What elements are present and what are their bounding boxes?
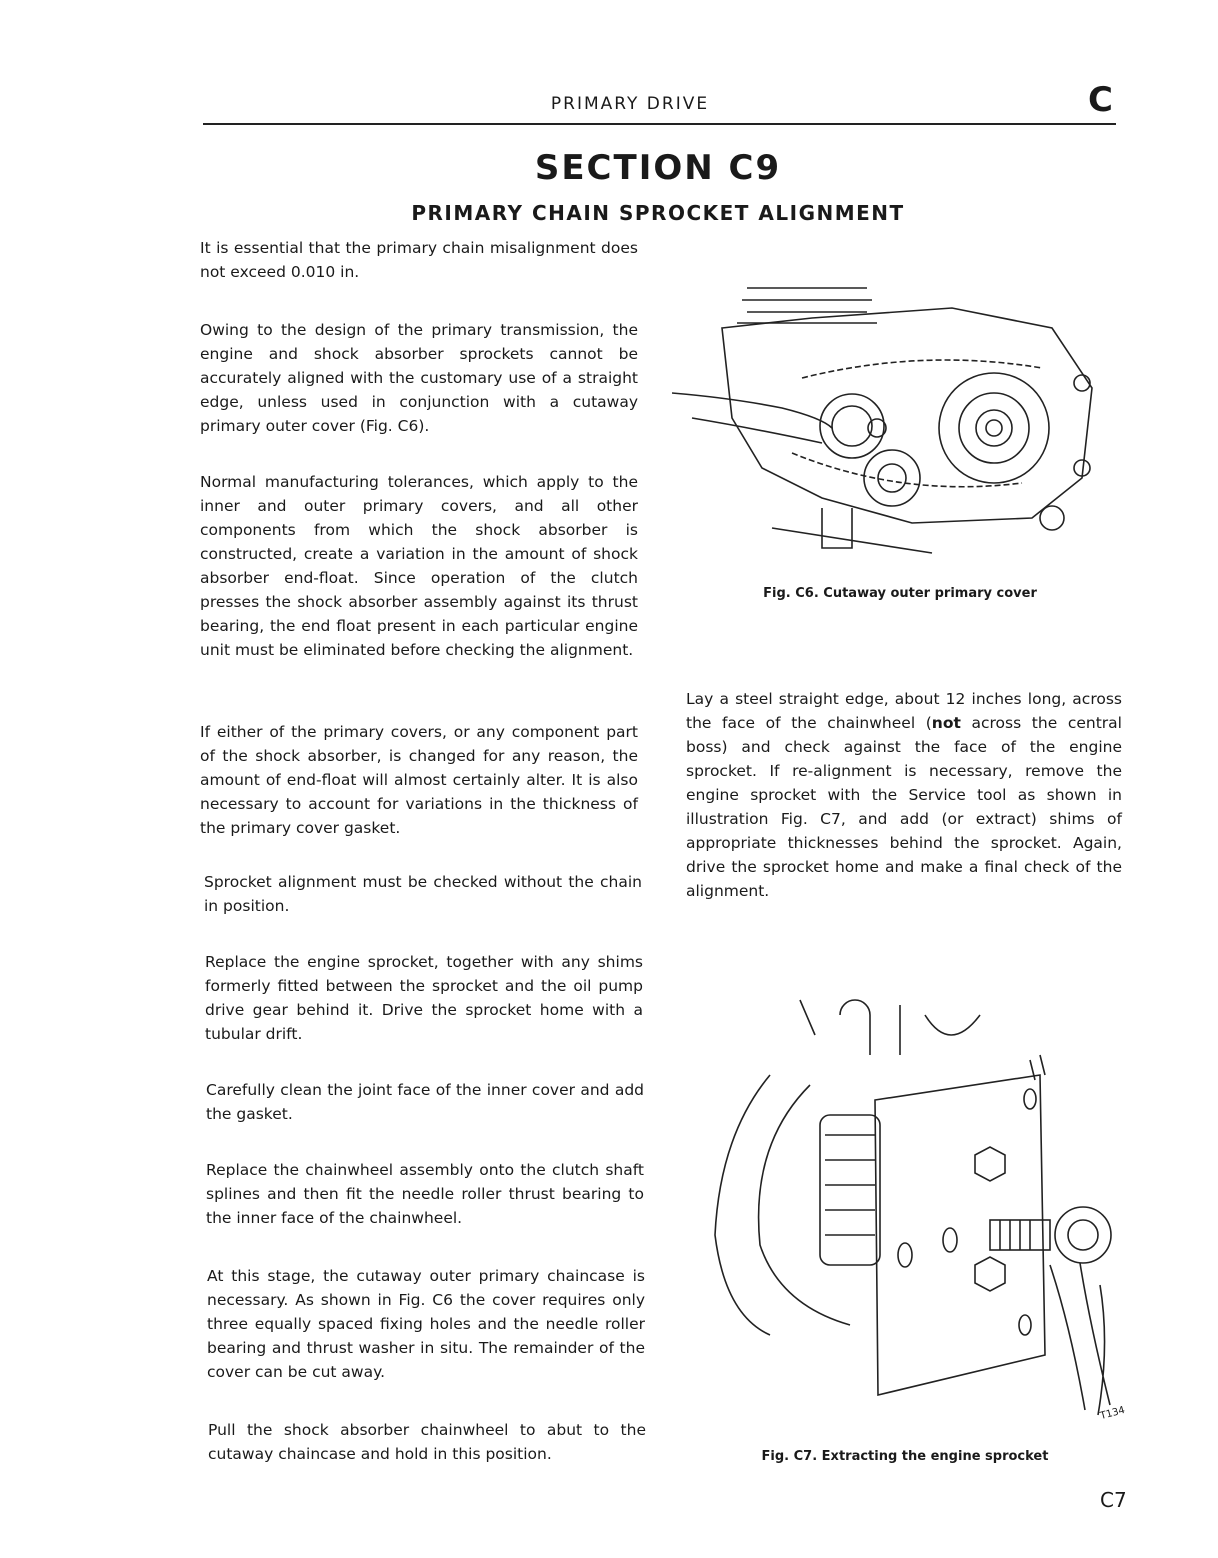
figure-c6-caption: Fig. C6. Cutaway outer primary cover (763, 586, 1037, 601)
paragraph: At this stage, the cutaway outer primary chaincase is necessary. As shown in Fig. C6 the cover requires only three equally spaced fixing holes and the needle roller bearing and thrust washer in situ. The remainder of the cover can be cut away. (207, 1267, 645, 1381)
figure-c7-caption: Fig. C7. Extracting the engine sprocket (761, 1449, 1049, 1464)
figure-c6-cutaway-cover (672, 268, 1122, 568)
paragraph: It is essential that the primary chain misalignment does not exceed 0.010 in. (200, 239, 638, 281)
section-title: SECTION C9 (534, 148, 782, 188)
paragraph: Replace the engine sprocket, together with any shims formerly fitted between the sprocket and the oil pump drive gear behind it. Drive the sprocket home with a tubular drift. (205, 953, 643, 1043)
paragraph: Owing to the design of the primary transmission, the engine and shock absorber sprockets cannot be accurately aligned with the customary use of a straight edge, unless used in conjunction with a cutaway primary outer cover (Fig. C6). (200, 321, 638, 435)
paragraph: Replace the chainwheel assembly onto the clutch shaft splines and then fit the needle roller thrust bearing to the inner face of the chainwheel. (206, 1161, 644, 1227)
paragraph: Pull the shock absorber chainwheel to abut to the cutaway chaincase and hold in this position. (208, 1421, 646, 1463)
paragraph: Normal manufacturing tolerances, which apply to the inner and outer primary covers, and all other components from which the shock absorber is constructed, create a variation in the amount of shock absorber end-float. Since operation of the clutch presses the shock absorber assembly against its thrust bearing, the end float present in each particular engine unit must be eliminated before checking the alignment. (200, 473, 638, 659)
section-letter: C (1088, 80, 1113, 120)
header-rule (203, 123, 1116, 125)
running-title: PRIMARY DRIVE (550, 94, 710, 114)
section-subtitle: PRIMARY CHAIN SPROCKET ALIGNMENT (411, 201, 905, 225)
page-number: C7 (1100, 1488, 1127, 1512)
paragraph-alignment-check: Lay a steel straight edge, about 12 inches long, across the face of the chainwheel (not across the central boss) and check against the face of the engine sprocket. If re-alignment is necessary, remove the engine sprocket with the Service tool as shown in illustration Fig. C7, and add (or extract) shims of appropriate thicknesses behind the sprocket. Again, drive the sprocket home and make a final check of the alignment. (686, 690, 1122, 900)
paragraph: If either of the primary covers, or any component part of the shock absorber, is changed for any reason, the amount of end-float will almost certainly alter. It is also necessary to account for variations in the thickness of the primary cover gasket. (200, 723, 638, 837)
figure-c7-extracting-sprocket (700, 995, 1120, 1435)
artwork-reference: T134 (1099, 1404, 1127, 1423)
paragraph: Sprocket alignment must be checked without the chain in position. (204, 873, 642, 915)
paragraph: Carefully clean the joint face of the inner cover and add the gasket. (206, 1081, 644, 1123)
